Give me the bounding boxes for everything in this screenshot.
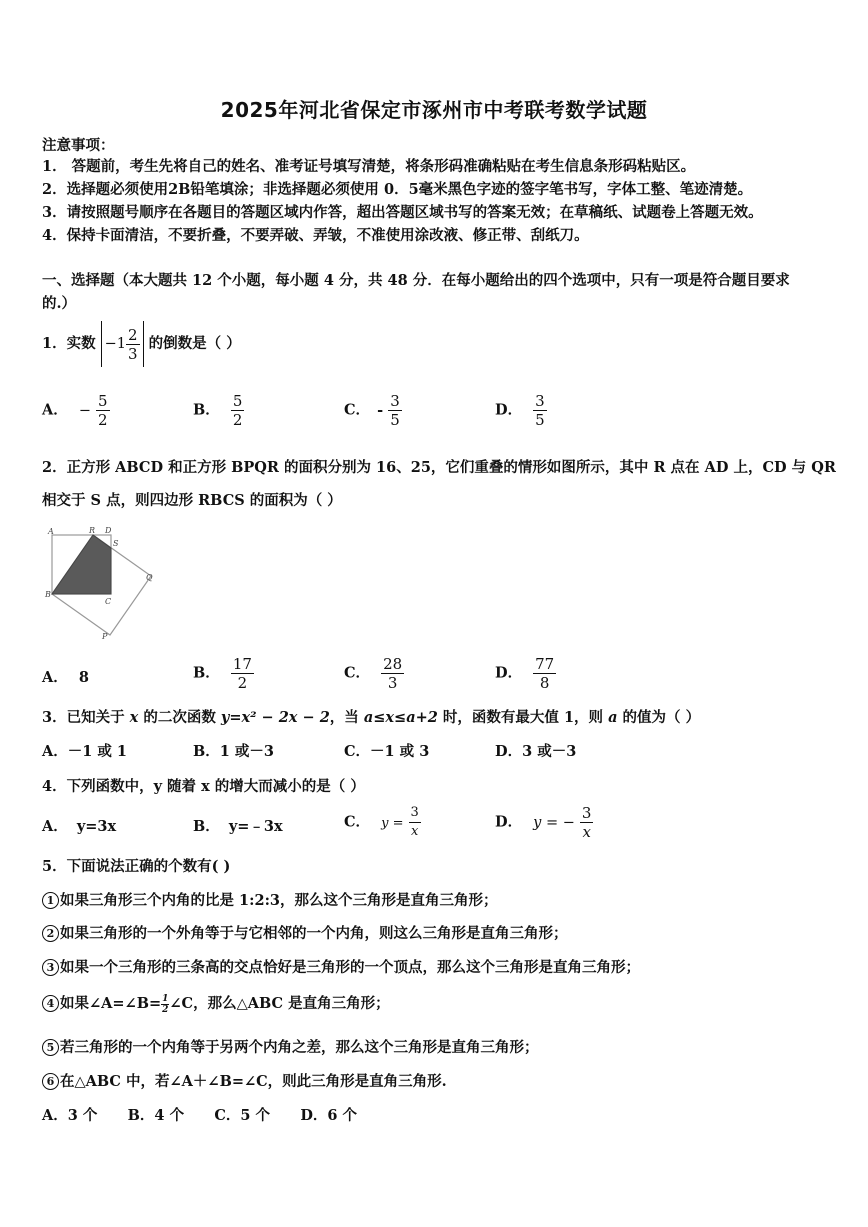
q3-option-b[interactable]: B．1 或－3 (193, 743, 274, 760)
option-lhs: y = (381, 815, 404, 831)
q2-option-d[interactable] (495, 655, 556, 692)
statement-text: 若三角形的一个内角等于另两个内角之差，那么这个三角形是直角三角形； (60, 1039, 539, 1056)
frac-num: 3 (409, 804, 421, 823)
question-2-cont: 相交于 S 点，则四边形 RBCS 的面积为（ ） (42, 492, 342, 509)
var-a: a (608, 709, 618, 726)
frac-den: 3 (387, 674, 398, 692)
q2-option-c[interactable] (344, 655, 404, 692)
option-text: y=﹣3x (228, 818, 283, 835)
statement-2 (42, 922, 568, 943)
q3-option-a[interactable]: A．－1 或 1 (42, 743, 128, 760)
section-heading: 一、选择题（本大题共 12 个小题，每小题 4 分，共 48 分．在每小题给出的四个选项中，只有一项是符合题目要求 (42, 272, 790, 289)
frac-num: 3 (581, 804, 592, 822)
q3-option-c[interactable]: C．－1 或 3 (344, 743, 430, 760)
circled-number-icon: 3 (42, 959, 59, 976)
frac-num: 5 (232, 392, 243, 410)
option-lhs: y = − (533, 814, 575, 831)
statement-text: 如果三角形三个内角的比是 1:2:3，那么这个三角形是直角三角形； (60, 892, 498, 909)
option-label: B． (193, 818, 220, 835)
label-d: D (105, 526, 112, 535)
note-item: 4．保持卡面清洁，不要折叠，不要弄破、弄皱，不准使用涂改液、修正带、刮纸刀。 (42, 227, 589, 244)
frac-num: 3 (390, 392, 400, 410)
frac-den: 5 (535, 411, 545, 429)
q2-option-b[interactable] (193, 655, 254, 692)
circled-number-icon: 2 (42, 925, 59, 942)
q4-option-a[interactable] (42, 815, 116, 836)
option-label: C． (344, 813, 371, 831)
label-s: S (113, 539, 119, 548)
q1-option-c[interactable] (344, 392, 402, 429)
q4-option-c[interactable] (344, 804, 421, 841)
option-sign: − (78, 402, 91, 419)
option-label: A． (42, 401, 68, 419)
circled-number-icon: 1 (42, 892, 59, 909)
label-p: P (102, 632, 108, 641)
statement-5 (42, 1036, 539, 1057)
overlap-rbcs (52, 535, 111, 594)
statement-text: 如果一个三角形的三条高的交点恰好是三角形的一个顶点，那么这个三角形是直角三角形； (60, 959, 640, 976)
option-label: C． (344, 664, 371, 682)
q3-text: 时，函数有最大值 1，则 (437, 709, 609, 726)
frac-den: 5 (390, 411, 400, 429)
note-item: 3．请按照题号顺序在各题目的答题区域内作答，超出答题区域书写的答案无效；在草稿纸、试题卷上答题无效。 (42, 204, 763, 221)
option-text: 8 (78, 669, 89, 686)
statement-text: 在△ABC 中，若∠A＋∠B=∠C，则此三角形是直角三角形. (60, 1073, 447, 1090)
q3-text: 的二次函数 (138, 709, 221, 726)
q1-prefix: 1．实数 (42, 335, 96, 352)
frac-num: 3 (535, 392, 545, 410)
option-label: B． (193, 401, 220, 419)
q3-option-d[interactable]: D．3 或－3 (495, 743, 577, 760)
option-text: y=3x (76, 818, 117, 835)
q3-text: 的值为（ ） (617, 709, 701, 726)
note-item: 2．选择题必须使用2B铅笔填涂；非选择题必须使用 0．5毫米黑色字迹的签字笔书写，字体工整、笔迹清楚。 (42, 181, 753, 198)
q1-option-b[interactable] (193, 392, 244, 429)
frac-num: 5 (98, 392, 108, 410)
question-4: 4．下列函数中，y 随着 x 的增大而减小的是（ ） (42, 778, 365, 795)
notes-heading: 注意事项： (42, 137, 115, 154)
squares-figure (42, 525, 162, 643)
q1-suffix: 的倒数是（ ） (148, 335, 241, 352)
abs-whole: −1 (104, 336, 127, 352)
frac-den: 2 (162, 1004, 169, 1015)
q3-text: 3．已知关于 (42, 709, 130, 726)
label-b: B (45, 590, 51, 599)
option-label: C． (344, 401, 371, 419)
section-heading-cont: 的.） (42, 295, 77, 312)
statement-4 (42, 990, 390, 1018)
page-title: 2025年河北省保定市涿州市中考联考数学试题 (220, 98, 648, 122)
q1-option-d[interactable] (495, 392, 547, 429)
label-c: C (105, 597, 112, 606)
label-a: A (48, 527, 54, 536)
frac-den: x (582, 823, 591, 841)
statement-text: ∠C，那么△ABC 是直角三角形； (169, 995, 390, 1012)
absolute-value (101, 321, 144, 367)
q2-option-a[interactable] (42, 666, 89, 687)
q4-option-d[interactable] (495, 804, 593, 841)
statement-text: 如果∠A=∠B= (60, 995, 162, 1012)
var-x: x (129, 709, 139, 726)
option-label: D． (495, 813, 523, 831)
question-3 (42, 706, 700, 727)
label-q: Q (146, 573, 153, 582)
question-2: 2．正方形 ABCD 和正方形 BPQR 的面积分别为 16、25，它们重叠的情形如图所示，其中 R 点在 AD 上，CD 与 QR (42, 459, 836, 476)
circled-number-icon: 4 (42, 995, 59, 1012)
question-5: 5．下面说法正确的个数有( ) (42, 858, 231, 875)
statement-3 (42, 956, 640, 977)
option-label: A． (42, 669, 68, 686)
range-condition: a≤x≤a+2 (363, 709, 438, 726)
statement-6 (42, 1070, 447, 1091)
circled-number-icon: 5 (42, 1039, 59, 1056)
option-label: D． (495, 664, 523, 682)
circled-number-icon: 6 (42, 1073, 59, 1090)
q3-text: ，当 (329, 709, 364, 726)
frac-den: 2 (98, 411, 108, 429)
frac-num: 77 (535, 655, 555, 673)
option-label: B． (193, 664, 220, 682)
option-sign: - (377, 401, 384, 419)
frac-den: 2 (232, 411, 243, 429)
frac-num: 28 (383, 655, 403, 673)
q4-option-b[interactable] (193, 815, 283, 836)
frac-num: 1 (162, 993, 169, 1004)
frac-den: 8 (539, 674, 550, 692)
label-r: R (89, 526, 96, 535)
abs-den: 3 (128, 344, 138, 363)
q5-options[interactable]: A．3 个 B．4 个 C．5 个 D．6 个 (42, 1107, 358, 1124)
frac-den: 2 (237, 674, 248, 692)
note-item: 1． 答题前，考生先将自己的姓名、准考证号填写清楚，将条形码准确粘贴在考生信息条形码粘贴区。 (42, 158, 696, 175)
statement-text: 如果三角形的一个外角等于与它相邻的一个内角，则这么三角形是直角三角形； (60, 925, 568, 942)
function-expression: y=x² − 2x − 2 (220, 709, 330, 726)
option-label: D． (495, 401, 523, 419)
question-1 (42, 320, 241, 368)
abs-num: 2 (128, 325, 138, 344)
statement-1 (42, 889, 498, 910)
frac-den: x (411, 824, 419, 839)
q1-option-a[interactable] (42, 392, 110, 429)
frac-num: 17 (232, 655, 252, 673)
option-label: A． (42, 818, 68, 835)
